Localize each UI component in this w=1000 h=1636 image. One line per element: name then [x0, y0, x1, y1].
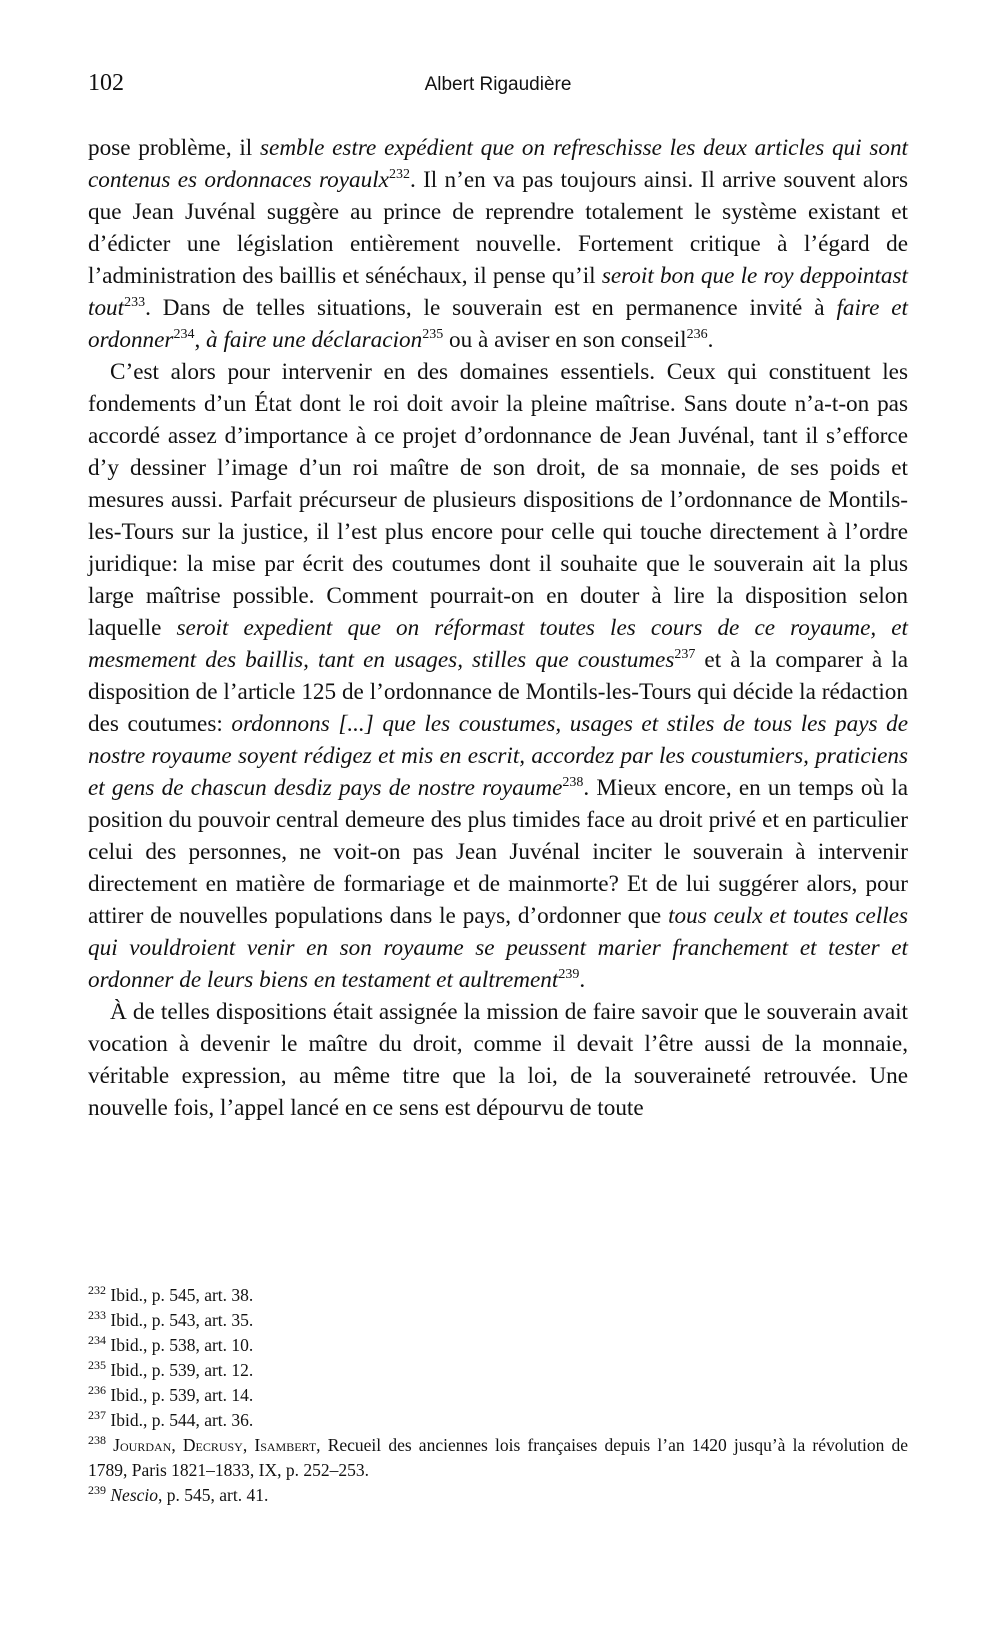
- running-title: Albert Rigaudière: [424, 74, 572, 95]
- footnote-ref: 234: [173, 327, 195, 342]
- footnote-authors: Jourdan, Decrusy, Isambert: [113, 1435, 317, 1455]
- footnote-text: , Recueil des anciennes lois françaises depuis l’an 1420 jusqu’à la révolution de 1789, Paris 1821–1833, IX, p. 252–253.: [88, 1435, 908, 1480]
- footnotes: [88, 1283, 908, 1508]
- body-text: [88, 132, 908, 1124]
- footnote-ref: 238: [562, 775, 584, 790]
- footnote-text: , p. 545, art. 41.: [158, 1485, 269, 1505]
- footnote-number: 239: [88, 1483, 106, 1497]
- quotation: à faire une déclaracion: [206, 327, 423, 353]
- footnote-text: Ibid., p. 544, art. 36.: [110, 1410, 254, 1430]
- footnote-number: 235: [88, 1358, 106, 1372]
- footnote-text: Ibid., p. 539, art. 12.: [110, 1360, 254, 1380]
- page-number: 102: [88, 70, 124, 96]
- footnote-ref: 233: [124, 295, 146, 310]
- quotation: semble estre expédient que on refreschisse les deux articles qui sont contenus es ordonnaces royaulx: [88, 135, 908, 193]
- footnote-ref: 239: [558, 967, 580, 982]
- text-run: .: [579, 967, 586, 993]
- text-run: À de telles dispositions était assignée la mission de faire savoir que le souverain avait vocation à devenir le maître du droit, comme il devait l’être aussi de la monnaie, véritable expression, au même titre que la loi, de la souveraineté retrouvée. Une nouvelle fois, l’appel lancé en ce sens est dépourvu de toute: [88, 999, 908, 1121]
- paragraph-3: [88, 996, 908, 1124]
- text-run: ,: [194, 327, 207, 353]
- quotation: ordonnons [...] que les coustumes, usages et stiles de tous les pays de nostre royaume soyent rédigez et mis en escrit, accordez par les coustumiers, praticiens et gens de chascun desdiz pays de nostre royaume: [88, 711, 909, 801]
- quotation: seroit expedient que on réformast toutes les cours de ce royaume, et mesmement des baillis, tant en usages, stilles que coustumes: [88, 615, 908, 673]
- footnote: [88, 1358, 908, 1383]
- footnote: [88, 1333, 908, 1358]
- text-run: C’est alors pour intervenir en des domaines essentiels. Ceux qui constituent les fondements d’un État dont le roi doit avoir la pleine maîtrise. Sans doute n’a-t-on pas accordé assez d’importance à ce projet d’ordonnance de Jean Juvénal, tant il s’efforce d’y dessiner l’image d’un roi maître de son droit, de sa monnaie, de ses poids et mesures aussi. Parfait précurseur de plusieurs dispositions de l’ordonnance de Montils-les-Tours sur la justice, il l’est plus encore pour celle qui touche directement à l’ordre juridique: la mise par écrit des coutumes dont il souhaite que le souverain ait la plus large maîtrise possible. Comment pourrait-on en douter à lire la disposition selon laquelle: [88, 359, 908, 641]
- text-run: . Mieux encore, en un temps où la position du pouvoir central demeure des plus timides face au droit privé et en particulier celui des personnes, ne voit-on pas Jean Juvénal inciter le souverain à intervenir directement en matière de formariage et de mainmorte? Et de lui suggérer alors, pour attirer de nouvelles populations dans le pays, d’ordonner que: [88, 775, 908, 929]
- footnote-number: 236: [88, 1383, 106, 1397]
- footnote-title: Nescio: [110, 1485, 159, 1505]
- footnote-ref: 232: [388, 167, 410, 182]
- text-run: pose problème, il: [88, 135, 260, 161]
- footnote-number: 237: [88, 1408, 106, 1422]
- footnote-text: Ibid., p. 545, art. 38.: [110, 1285, 254, 1305]
- footnote: [88, 1408, 908, 1433]
- paragraph-1: [88, 132, 908, 356]
- footnote: [88, 1308, 908, 1333]
- quotation: tous ceulx et toutes celles qui vouldroient venir en son royaume se peussent marier franchement et tester et ordonner de leurs biens en testament et aultrement: [88, 903, 908, 993]
- text-run: ou à aviser en son conseil: [443, 327, 687, 353]
- page-header: [88, 70, 908, 110]
- footnote-text: Ibid., p. 543, art. 35.: [110, 1310, 254, 1330]
- footnote-number: 238: [88, 1433, 106, 1447]
- footnote: [88, 1383, 908, 1408]
- text-run: et à la comparer à la disposition de l’article 125 de l’ordonnance de Montils-les-Tours qui décide la rédaction des coutumes:: [88, 647, 909, 737]
- footnote-ref: 235: [422, 327, 444, 342]
- paragraph-2: [88, 356, 908, 996]
- footnote-ref: 237: [674, 647, 696, 662]
- footnote-ref: 236: [686, 327, 708, 342]
- footnote: [88, 1483, 908, 1508]
- quotation: seroit bon que le roy deppointast tout: [88, 263, 908, 321]
- text-run: .: [707, 327, 714, 353]
- footnote-text: Ibid., p. 538, art. 10.: [110, 1335, 254, 1355]
- footnote-number: 233: [88, 1308, 106, 1322]
- footnote-number: 234: [88, 1333, 106, 1347]
- footnote-text: Ibid., p. 539, art. 14.: [110, 1385, 254, 1405]
- footnote: [88, 1433, 908, 1483]
- quotation: faire et ordonner: [88, 295, 909, 353]
- text-run: . Il n’en va pas toujours ainsi. Il arrive souvent alors que Jean Juvénal suggère au prince de reprendre totalement le système existant et d’édicter une législation entièrement nouvelle. Fortement critique à l’égard de l’administration des baillis et sénéchaux, il pense qu’il: [88, 167, 909, 289]
- footnote: [88, 1283, 908, 1308]
- text-run: . Dans de telles situations, le souverain est en permanence invité à: [145, 295, 837, 321]
- footnote-number: 232: [88, 1283, 106, 1297]
